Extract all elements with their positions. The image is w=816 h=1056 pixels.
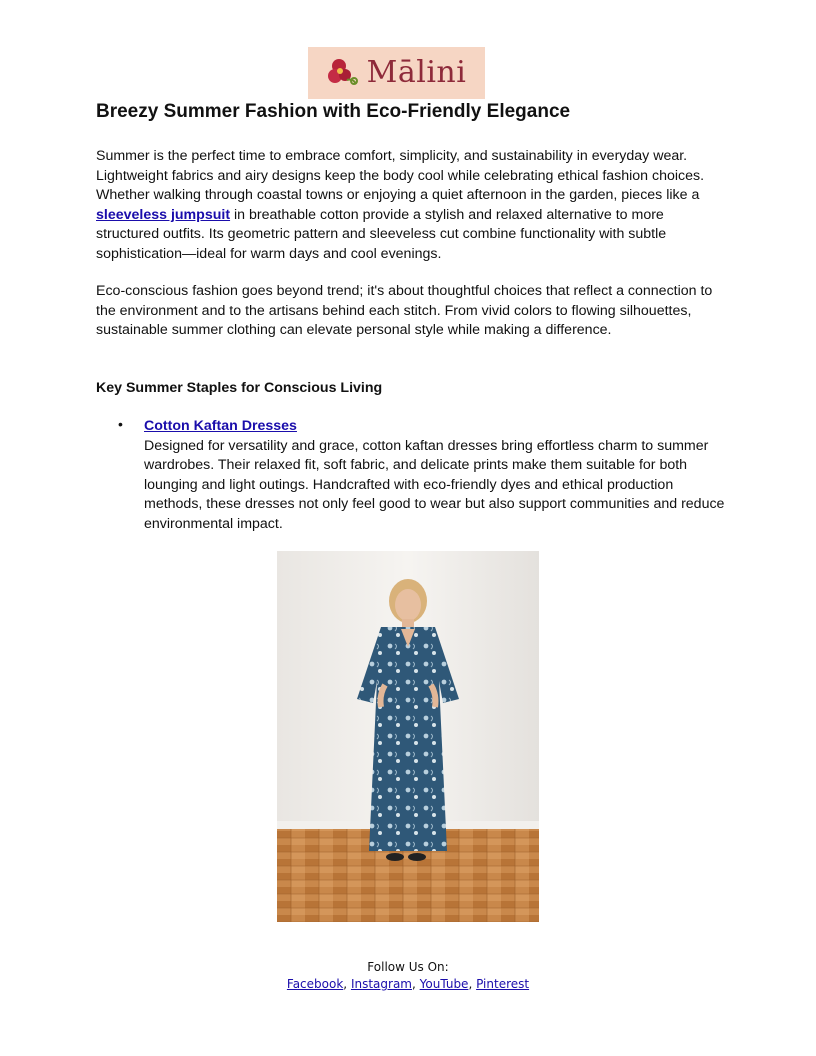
intro-text-after: in breathable cotton provide a stylish and relaxed alternative to more structured outfits. Its geometric pattern and sleeveless cut combine functionality with subtle sophistication—ideal for warm days and cool evenings. (96, 206, 667, 262)
sleeveless-jumpsuit-link[interactable]: sleeveless jumpsuit (96, 206, 231, 223)
eco-paragraph: Eco-conscious fashion goes beyond trend; it's about thoughtful choices that reflect a connection to the environment and to the artisans behind each stitch. From vivid colors to flowing silhouettes, sustainable summer clothing can elevate personal style while making a difference. (96, 283, 713, 339)
flower-logo-icon (327, 56, 361, 90)
social-footer (0, 959, 816, 993)
social-links (0, 976, 816, 993)
cotton-kaftan-dresses-link[interactable]: Cotton Kaftan Dresses (144, 418, 297, 434)
brand-name: Mālini (366, 55, 467, 90)
article-title: Breezy Summer Fashion with Eco-Friendly Elegance (96, 101, 571, 122)
pinterest-link[interactable]: Pinterest (476, 977, 530, 991)
list-bullet: • (118, 416, 123, 432)
intro-paragraph (96, 147, 724, 265)
intro-text-before: Summer is the perfect time to embrace comfort, simplicity, and sustainability in everyday wear. Lightweight fabrics and airy designs keep the body cool while celebrating ethical fashion choices. Whether walking through coastal towns or enjoying a quiet afternoon in the garden, pieces like a (96, 148, 705, 204)
instagram-link[interactable]: Instagram (350, 977, 412, 991)
link-separator: , (468, 977, 477, 991)
link-separator: , (412, 977, 420, 991)
follow-us-label: Follow Us On: (367, 960, 449, 974)
youtube-link[interactable]: YouTube (419, 977, 469, 991)
item-description: Designed for versatility and grace, cotton kaftan dresses bring effortless charm to summer wardrobes. Their relaxed fit, soft fabric, and delicate prints make them suitable for both lounging and light outings. Handcrafted with eco-friendly dyes and ethical production methods, these dresses not only feel good to wear but also support communities and reduce environmental impact. (144, 437, 725, 532)
kaftan-dress-photo (277, 551, 539, 922)
link-separator: , (343, 977, 351, 991)
model-photo-illustration (277, 551, 539, 922)
brand-logo (308, 47, 485, 99)
section-heading: Key Summer Staples for Conscious Living (96, 380, 383, 396)
facebook-link[interactable]: Facebook (286, 977, 344, 991)
list-item (144, 417, 728, 535)
